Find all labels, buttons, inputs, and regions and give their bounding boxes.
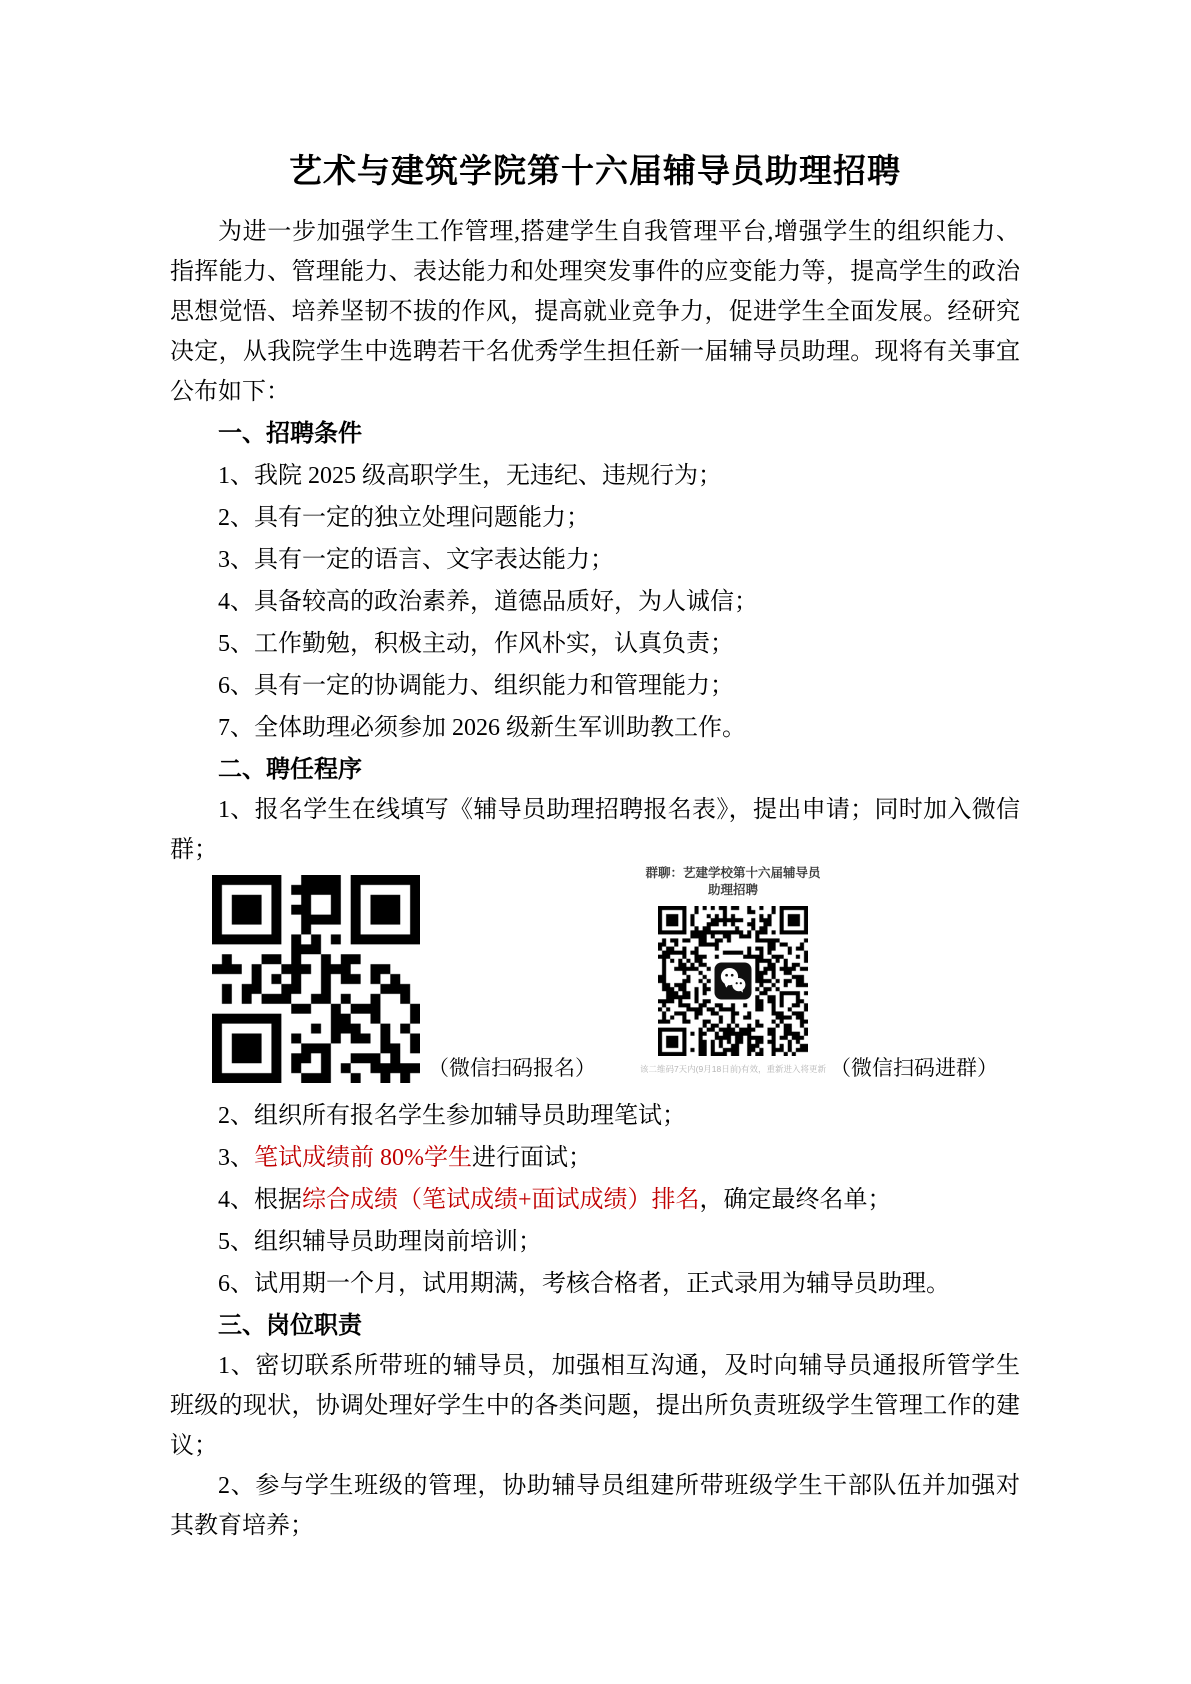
signup-qr-code	[212, 875, 420, 1083]
qr-expiry-note: 该二维码7天内(9月18日前)有效，重新进入将更新	[639, 1064, 827, 1074]
section2-heading: 二、聘任程序	[218, 757, 362, 783]
wechat-group-label	[618, 865, 848, 899]
document-content	[170, 148, 1020, 1546]
wechat-icon	[714, 962, 752, 1000]
qr-code-section	[170, 866, 1020, 1088]
group-qr-caption: （微信扫码进群）	[830, 1056, 998, 1080]
procedure-item-5: 5、组织辅导员助理岗前培训；	[218, 1229, 542, 1255]
highlighted-text: 综合成绩（笔试成绩+面试成绩）排名	[302, 1187, 700, 1213]
section3-heading: 三、岗位职责	[218, 1313, 362, 1339]
procedure-item-2: 2、组织所有报名学生参加辅导员助理笔试；	[218, 1103, 686, 1129]
signup-qr-caption: （微信扫码报名）	[428, 1056, 596, 1080]
procedure-item-1: 1、报名学生在线填写《辅导员助理招聘报名表》，提出申请；同时加入微信群；	[170, 797, 1020, 863]
condition-item-6: 6、具有一定的协调能力、组织能力和管理能力；	[218, 673, 734, 699]
duty-item-1: 1、密切联系所带班的辅导员，加强相互沟通，及时向辅导员通报所管学生班级的现状，协调处理好学生中的各类问题，提出所负责班级学生管理工作的建议；	[170, 1353, 1020, 1459]
duty-item-2: 2、参与学生班级的管理，协助辅导员组建所带班级学生干部队伍并加强对其教育培养；	[170, 1473, 1020, 1539]
condition-item-3: 3、具有一定的语言、文字表达能力；	[218, 547, 614, 573]
condition-item-5: 5、工作勤勉，积极主动，作风朴实，认真负责；	[218, 631, 734, 657]
text-segment: ，确定最终名单；	[699, 1187, 892, 1213]
section1-heading: 一、招聘条件	[218, 421, 362, 447]
procedure-item-4	[170, 1180, 1020, 1220]
condition-item-1: 1、我院 2025 级高职学生，无违纪、违规行为；	[218, 463, 722, 489]
text-segment: 进行面试；	[472, 1145, 592, 1171]
wechat-group-label-line1: 群聊：艺建学校第十六届辅导员	[645, 866, 821, 880]
procedure-item-3	[170, 1138, 1020, 1178]
condition-item-4: 4、具备较高的政治素养，道德品质好，为人诚信；	[218, 589, 758, 615]
intro-paragraph: 为进一步加强学生工作管理,搭建学生自我管理平台,增强学生的组织能力、指挥能力、管理能力、表达能力和处理突发事件的应变能力等，提高学生的政治思想觉悟、培养坚韧不拔的作风，提高就业竞争力，促进学生全面发展。经研究决定，从我院学生中选聘若干名优秀学生担任新一届辅导员助理。现将有关事宜公布如下：	[170, 219, 1020, 405]
procedure-item-6: 6、试用期一个月，试用期满，考核合格者，正式录用为辅导员助理。	[218, 1271, 950, 1297]
text-segment: 4、根据	[218, 1187, 302, 1213]
condition-item-2: 2、具有一定的独立处理问题能力；	[218, 505, 590, 531]
condition-item-7: 7、全体助理必须参加 2026 级新生军训助教工作。	[218, 715, 746, 741]
document-title: 艺术与建筑学院第十六届辅导员助理招聘	[289, 152, 901, 189]
wechat-group-label-line2: 助理招聘	[707, 883, 758, 897]
highlighted-text: 笔试成绩前 80%学生	[254, 1145, 472, 1171]
text-segment: 3、	[218, 1145, 254, 1171]
